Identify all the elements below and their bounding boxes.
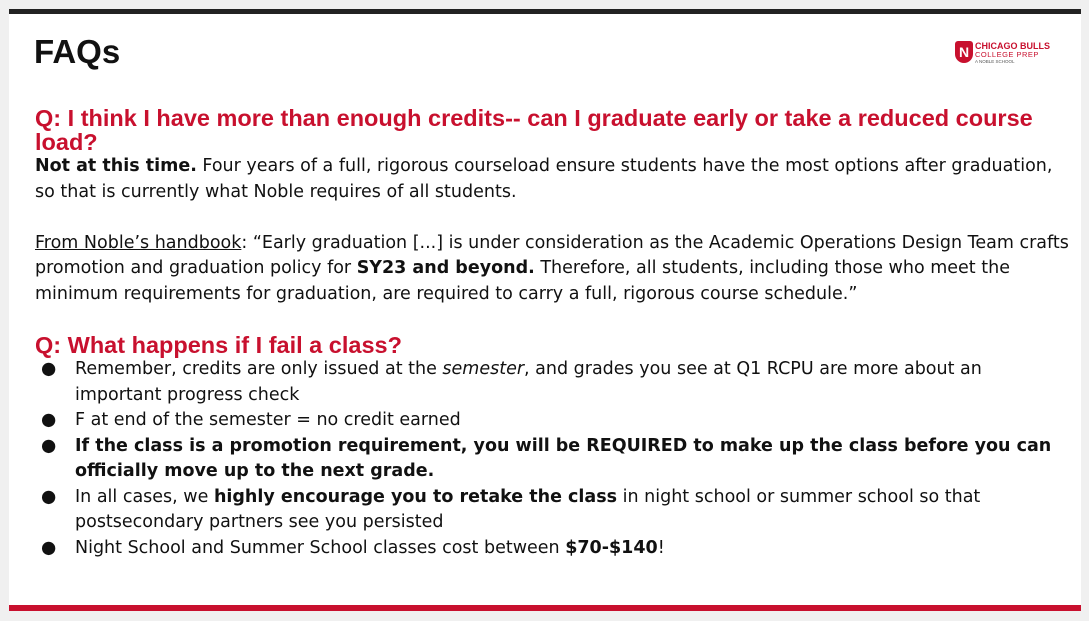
bullet-text: Remember, credits are only issued at the	[75, 359, 443, 379]
noble-shield-icon: N	[955, 41, 973, 63]
bottom-accent-bar	[9, 605, 1081, 611]
quote-text-1: : “Early graduation [...] is under consideration as the Academic Operations Design Team crafts promotion and graduation policy for	[35, 232, 1069, 278]
bullet-item-cost	[35, 536, 1070, 562]
answer-text: Four years of a full, rigorous courseload ensure students have the most options after graduation, so that is currently what Noble requires of all students.	[35, 156, 1053, 202]
faq-question-early-graduation: Q: I think I have more than enough credits-- can I graduate early or take a reduced course load?	[35, 105, 1033, 155]
quote-bold: SY23 and beyond.	[356, 258, 535, 278]
bullet-text: !	[657, 537, 665, 558]
bullet-item-promotion	[35, 434, 1070, 485]
bullet-dot-icon: ●	[41, 486, 57, 507]
bullet-dot-icon: ●	[41, 435, 57, 456]
fail-class-bullet-list	[35, 357, 1070, 561]
bullet-bold-text: If the class is a promotion requirement, you will be REQUIRED to make up the class before you can officially move up to the next grade.	[75, 435, 1052, 481]
bullet-item-credits	[35, 357, 1070, 408]
bullet-dot-icon: ●	[41, 537, 57, 558]
bullet-text: In all cases, we	[75, 486, 214, 507]
bullet-text: Night School and Summer School classes cost between	[75, 537, 566, 558]
logo-line-1: CHICAGO BULLS	[975, 41, 1050, 51]
bullet-italic: semester	[442, 359, 525, 379]
bullet-bold: highly encourage you to retake the class	[213, 486, 618, 507]
quote-text-2: Therefore, all students, including those who meet the minimum requirements for graduation, are required to carry a full, rigorous course schedule.”	[35, 258, 1010, 304]
faq-answer-early-graduation	[35, 154, 1070, 205]
logo-line-3: A NOBLE SCHOOL	[975, 59, 1015, 64]
bullet-text: in night school or summer school so that postsecondary partners see you persisted	[75, 486, 981, 532]
slide-body	[35, 106, 1070, 561]
school-logo	[955, 41, 1055, 71]
faq-question-fail-class: Q: What happens if I fail a class?	[35, 332, 402, 358]
answer-lead: Not at this time.	[35, 156, 197, 176]
bullet-text: , and grades you see at Q1 RCPU are more about an important progress check	[75, 359, 982, 405]
logo-wordmark	[975, 42, 1050, 64]
slide-title: FAQs	[34, 33, 121, 70]
logo-line-2: COLLEGE PREP	[975, 50, 1039, 59]
bullet-dot-icon: ●	[41, 410, 57, 430]
spacer	[35, 205, 1070, 231]
bullet-bold: $70-$140	[565, 537, 658, 558]
spacer	[35, 307, 1070, 333]
bullet-text: F at end of the semester = no credit earned	[75, 410, 461, 430]
bullet-item-retake	[35, 485, 1070, 536]
handbook-source: From Noble’s handbook	[35, 232, 242, 253]
bullet-item-no-credit	[35, 408, 1070, 434]
slide	[9, 9, 1081, 611]
bullet-dot-icon: ●	[41, 359, 57, 379]
handbook-quote	[35, 231, 1070, 308]
